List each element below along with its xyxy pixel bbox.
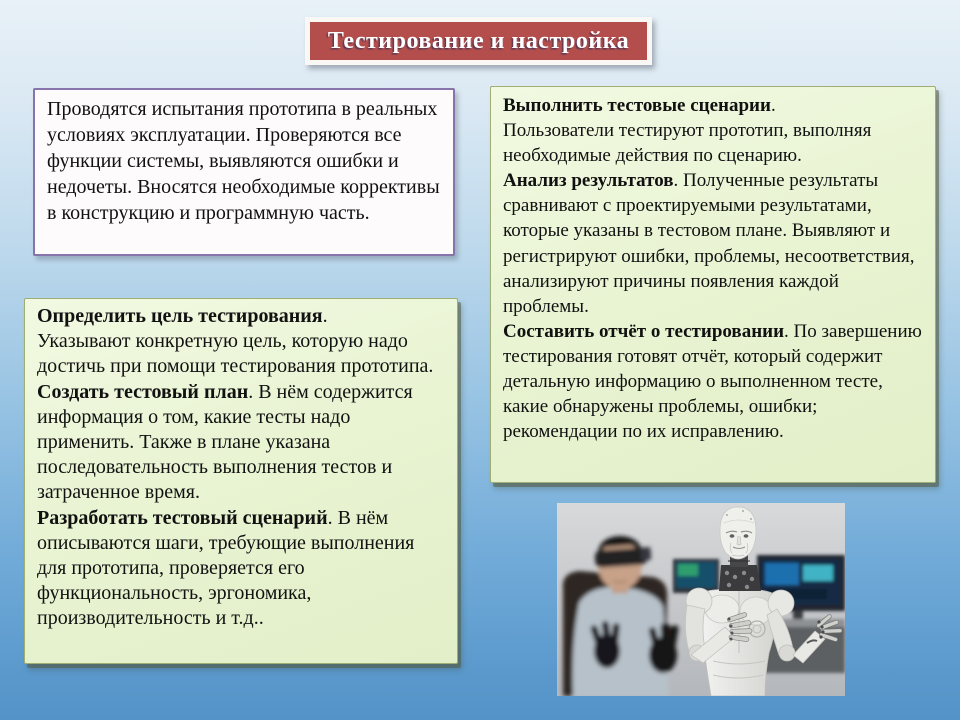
slide-title-text: Тестирование и настройка (327, 27, 630, 54)
paragraph: Анализ результатов. Полученные результаты сравнивают с проектируемыми результатами, которые указаны в тестовом плане. Выявляют и регистрируют ошибки, проблемы, несоответствия, анализируют причины появления каждой проблемы. (503, 170, 915, 317)
slide-title-banner (310, 22, 647, 60)
paragraph: Пользователи тестируют прототип, выполняя необходимые действия по сценарию. (503, 120, 872, 167)
paragraph: Определить цель тестирования. (37, 305, 328, 327)
vr-robot-photo (557, 503, 845, 696)
paragraph: Выполнить тестовые сценарии. (503, 95, 776, 116)
scenario-report-box (490, 86, 936, 483)
intro-box (33, 88, 455, 256)
paragraph: Составить отчёт о тестировании. По завершению тестирования готовят отчёт, который содержит детальную информацию о выполненном тесте, какие обнаружены проблемы, ошибки; рекомендации по их исправлению. (503, 320, 922, 443)
testing-plan-box (24, 298, 458, 664)
paragraph: Указывают конкретную цель, которую надо достичь при помощи тестирования прототипа. (37, 330, 434, 378)
slide-title-frame (305, 17, 652, 65)
paragraph: Создать тестовый план. В нём содержится информация о том, какие тесты надо применить. Также в плане указана последовательность выполнения тестов и затраченное время. (37, 380, 413, 504)
intro-text: Проводятся испытания прототипа в реальных условиях эксплуатации. Проверяются все функции системы, выявляются ошибки и недочеты. Вносятся необходимые коррективы в конструкцию и программную часть. (47, 98, 440, 224)
vr-robot-photo-graphic (557, 503, 845, 696)
paragraph: Разработать тестовый сценарий. В нём описываются шаги, требующие выполнения для прототипа, проверяется его функциональность, эргономика, производительность и т.д.. (37, 506, 415, 630)
